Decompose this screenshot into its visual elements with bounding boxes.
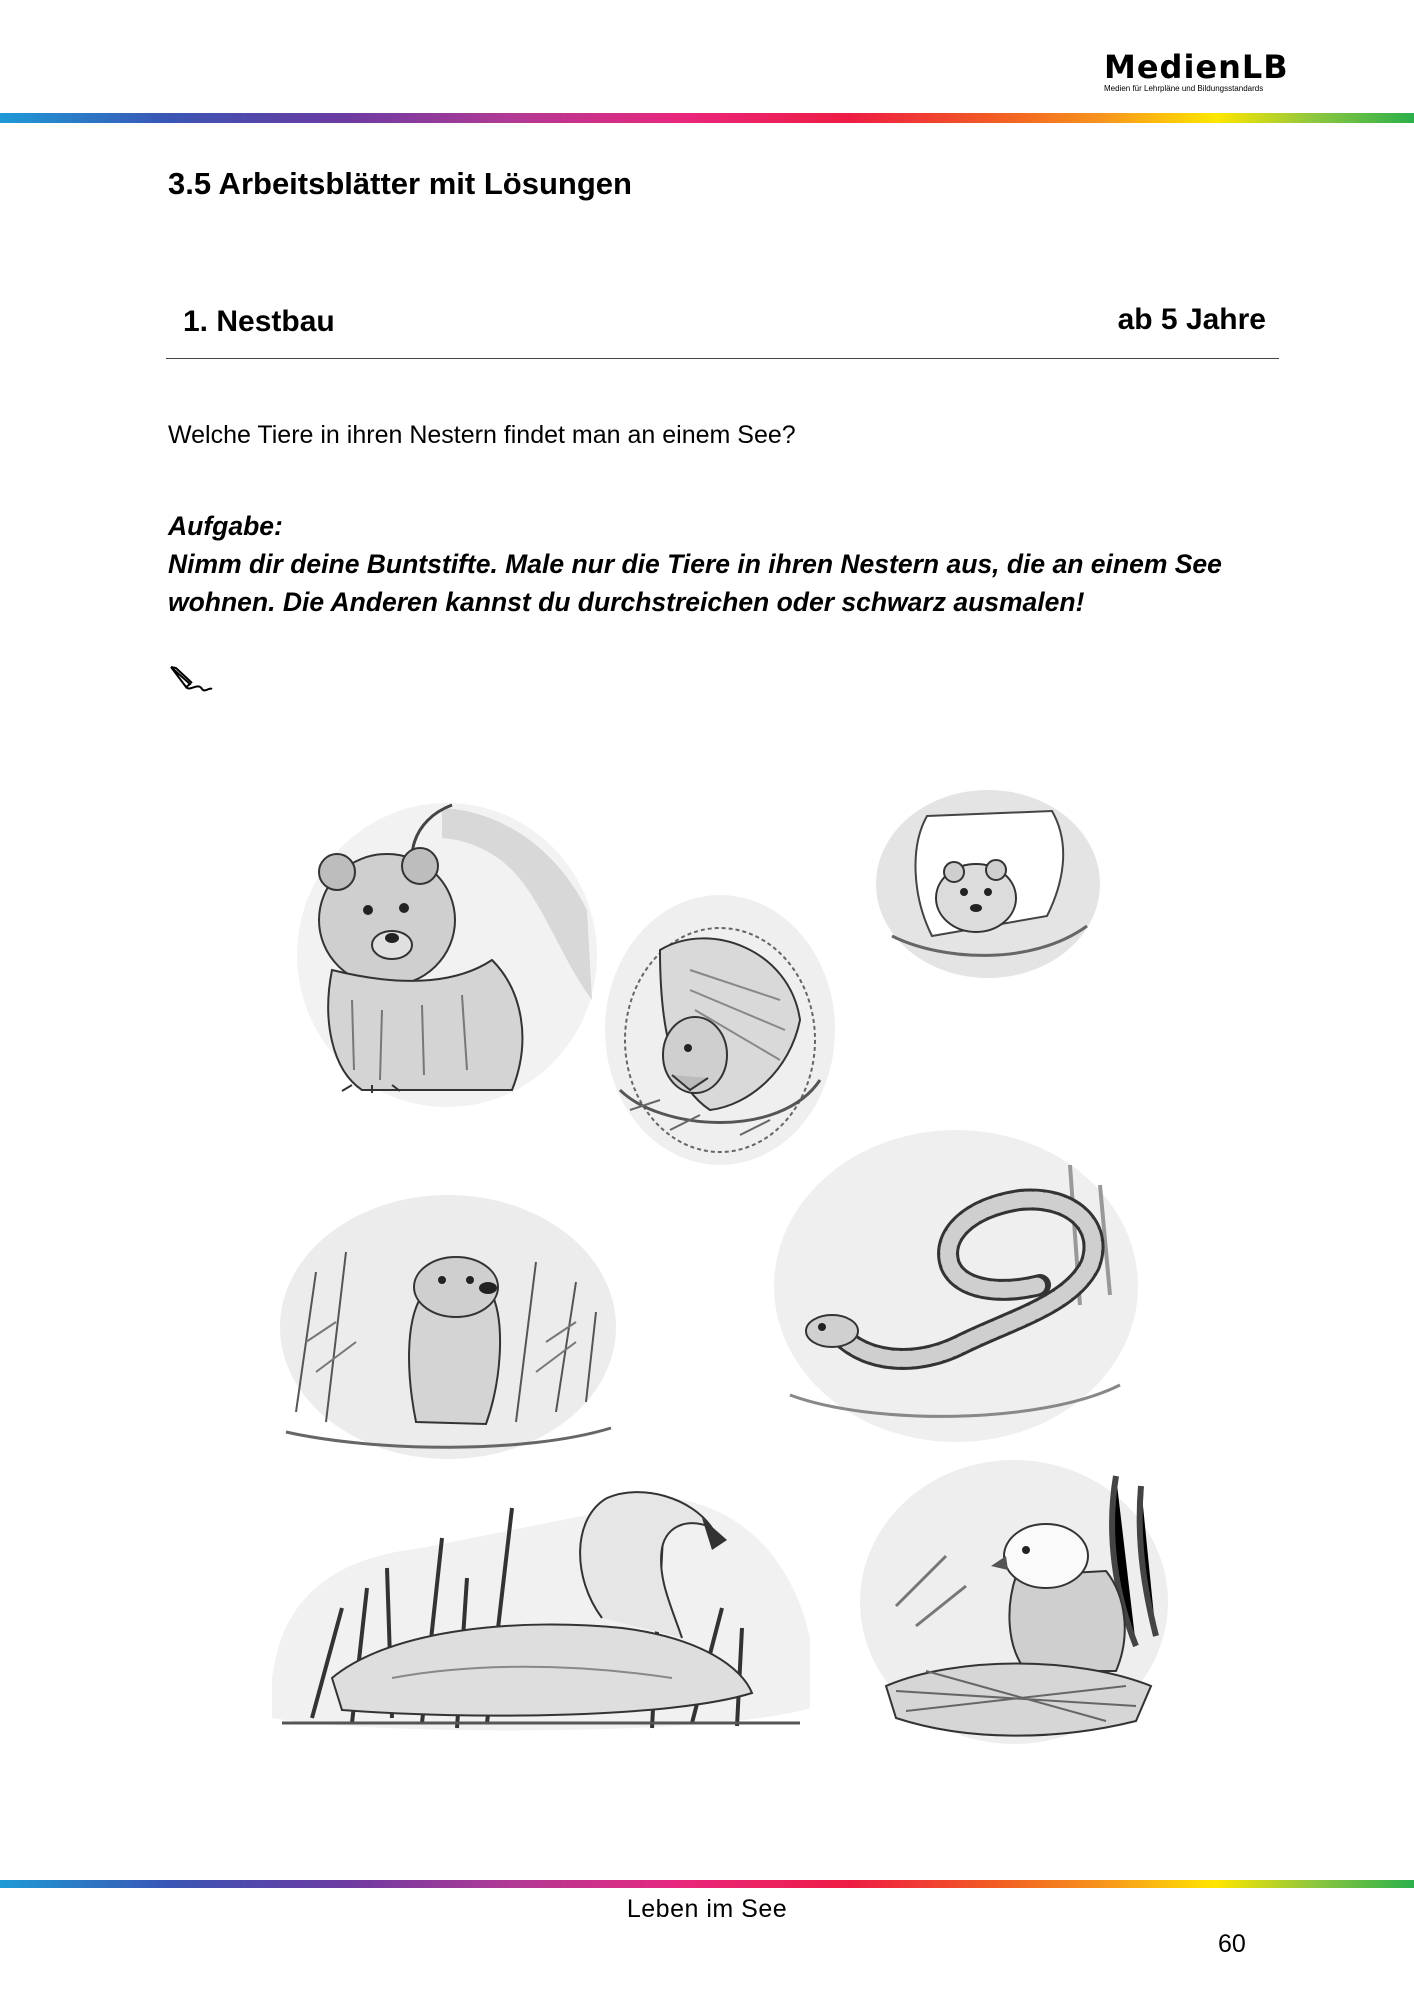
medienlb-logo (1104, 50, 1298, 94)
worksheet-title: 1. Nestbau (183, 305, 335, 338)
logo-text: MedienLB (1104, 48, 1289, 86)
age-label: ab 5 Jahre (1117, 303, 1266, 336)
section-title: 3.5 Arbeitsblätter mit Lösungen (168, 166, 632, 201)
pencil-writing-icon (168, 662, 214, 696)
header-color-bar (0, 113, 1414, 123)
footer-color-bar (0, 1880, 1414, 1888)
footer-title: Leben im See (626, 1895, 788, 1923)
otter-illustration (276, 1192, 621, 1462)
snake-illustration (770, 1125, 1142, 1447)
swan-illustration (272, 1478, 810, 1738)
hamster-illustration (872, 786, 1104, 982)
logo-subtitle: Medien für Lehrpläne und Bildungsstandards (1104, 84, 1264, 93)
bear-illustration (292, 800, 602, 1110)
task-block (168, 507, 1288, 621)
task-label: Aufgabe: (168, 511, 283, 541)
eagle-illustration (856, 1456, 1172, 1748)
title-divider (166, 358, 1279, 359)
page-number: 60 (1218, 1930, 1246, 1958)
task-text: Nimm dir deine Buntstifte. Male nur die Tiere in ihren Nestern aus, die an einem See wohnen. Die Anderen kannst du durchstreichen oder schwarz ausmalen! (168, 549, 1222, 617)
question-text: Welche Tiere in ihren Nestern findet man an einem See? (168, 421, 796, 449)
